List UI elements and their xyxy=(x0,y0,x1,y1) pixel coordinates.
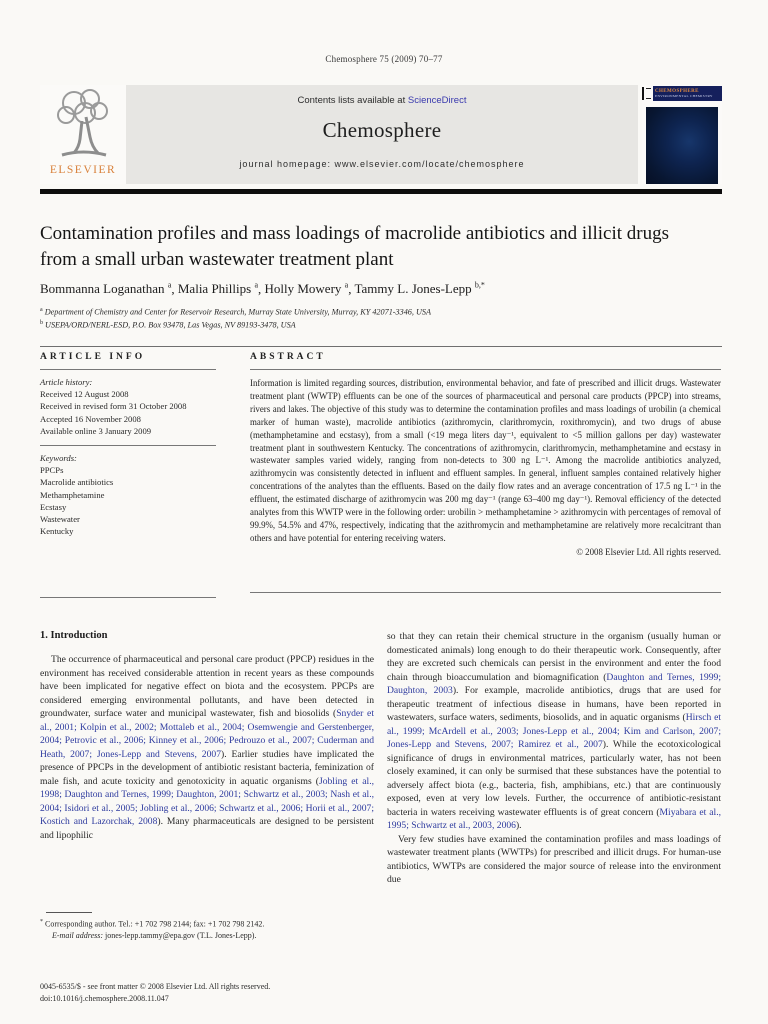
cover-brand: CHEMOSPHERE xyxy=(655,89,699,94)
footnote-marker: * xyxy=(40,919,43,925)
body-column-right xyxy=(387,630,721,887)
author: Holly Mowery $^a$ xyxy=(264,281,349,297)
keyword: Ecstasy xyxy=(40,501,67,512)
citation-link[interactable]: Jobling et al., 1998; Daughton and Ternes, 1999; Daughton, 2001; Schwartz et al., 2003; Nash et al., 2004; Isidori et al., 2005; Jobling et al., 2006; Schwartz et al., 2006; Horii et al., 2007; Kostich and Lazorchak, 2008 xyxy=(40,775,375,827)
text-segment: so that they can retain their chemical structure in the organism (usually human or domesticated animals) long enough to do their therapeutic work. Consequently, after they are excreted such chemicals can persist in the environment and enter the food chain through bioaccumulation and biomagnification ( xyxy=(387,631,721,683)
keywords-block xyxy=(40,446,216,545)
history-line: Accepted 16 November 2008 xyxy=(40,413,141,424)
body-column-left xyxy=(40,653,374,842)
intro-paragraph-1 xyxy=(40,653,374,842)
citation-link[interactable]: Hirsch et al., 1999; McArdell et al., 2003; Jones-Lepp et al., 2004; Kim and Carlson, 2007; Jones-Lepp and Stevens, 2007; Ramirez et al., 2007 xyxy=(387,712,721,750)
email-address: jones-lepp.tammy@epa.gov (T.L. Jones-Lepp). xyxy=(103,931,257,941)
cover-brand-block xyxy=(653,86,722,101)
footnote-line-1 xyxy=(40,917,374,930)
author-line: Bommanna Loganathan $^a$, Malia Phillips $^a$, Holly Mowery $^a$, Tammy L. Jones-Lepp $^{b,*}$ xyxy=(40,281,485,297)
intro-paragraph-1-continued xyxy=(387,630,721,833)
issn-line: 0045-6535/$ - see front matter © 2008 Elsevier Ltd. All rights reserved. xyxy=(40,982,271,991)
affiliation: $^b$ USEPA/ORD/NERL-ESD, P.O. Box 93478, Las Vegas, NV 89193-3478, USA xyxy=(40,319,296,330)
journal-header xyxy=(40,85,722,184)
article-info-heading: ARTICLE INFO xyxy=(40,352,216,370)
author: Malia Phillips $^a$ xyxy=(177,281,258,297)
article-info-column xyxy=(40,352,216,545)
journal-title: Chemosphere xyxy=(322,118,442,142)
journal-homepage-link[interactable]: journal homepage: www.elsevier.com/locate/chemosphere xyxy=(239,159,525,169)
banner-lines-icon xyxy=(646,88,651,99)
cover-brand-sub: ENVIRONMENTAL CHEMISTRY xyxy=(655,94,713,98)
header-divider-bar xyxy=(40,189,722,194)
article-history-label: Article history: xyxy=(40,377,93,387)
intro-paragraph-2 xyxy=(387,833,721,887)
abstract-heading: ABSTRACT xyxy=(250,352,721,370)
keyword: Wastewater xyxy=(40,514,80,525)
article-title: Contamination profiles and mass loadings of macrolide antibiotics and illicit drugs from a small urban wastewater treatment plant xyxy=(40,223,669,270)
citation-link[interactable]: Daughton and Ternes, 1999; Daughton, 2003 xyxy=(387,671,721,696)
history-line: Received 12 August 2008 xyxy=(40,389,129,400)
text-segment: The occurrence of pharmaceutical and personal care product (PPCP) residues in the environment has received considerable attention in recent years as these compounds have been implicated for negative effect on biota and the ecosystem. PPCPs are considered emerging environmental pollutants, and have been detected in groundwater, surface water and municipal wastewater, fish and biosolids ( xyxy=(40,654,374,719)
text-segment: Very few studies have examined the contamination profiles and mass loadings of wastewater treatment plants (WWTPs) for prescribed and illicit drugs. For human-use antibiotics, WWTPs are considered the major source of release into the environment due xyxy=(387,833,721,885)
info-section-top-rule xyxy=(40,346,722,347)
citation-link[interactable]: Snyder et al., 2001; Kolpin et al., 2002; Mottaleb et al., 2004; Osemwengie and Gerstenberger, 2004; Petrovic et al., 2006; Kinney et al., 2006; Pedrouzo et al., 2007; Cuderman and Heath, 2007; Jones-Lepp and Stevens, 2007 xyxy=(40,708,374,760)
page-footer xyxy=(40,981,440,1004)
journal-cover-thumbnail xyxy=(646,107,718,184)
history-line: Available online 3 January 2009 xyxy=(40,425,152,436)
journal-cover-column xyxy=(642,85,722,184)
text-segment: ). For example, macrolide antibiotics, drugs that are used for therapeutic treatment of infectious disease in humans, have been reported in wastewaters, surface waters, sediments, biosolids, and in aquatic organisms ( xyxy=(387,685,721,723)
elsevier-tree-icon xyxy=(52,87,114,161)
keyword: Kentucky xyxy=(40,526,74,537)
email-label: E-mail address: xyxy=(52,931,104,941)
text-segment: ). While the ecotoxicological significance of drugs in environmental matrices, particularly water, has not been closely examined, it can only be surmised that these substances have the potential to adversely affect biota (e.g., bacteria, fish, amphibians, etc.) that are continuously exposed, even at very low levels. Further, the occurrence of antibiotic-resistant bacteria in waters receiving wastewater effluents is of great concern ( xyxy=(387,739,721,818)
elsevier-logo xyxy=(40,85,126,184)
keyword: PPCPs xyxy=(40,465,64,476)
article-history-lines xyxy=(40,388,216,437)
keywords-label: Keywords: xyxy=(40,453,77,464)
abstract-text: Information is limited regarding sources, distribution, environmental behavior, and fate of prescribed and illicit drugs. Wastewater treatment plant (WWTP) effluents can be one of the sources of pharmaceutical and personal care products (PPCP) into streams, rivers and lakes. The objective of this study was to determine the contamination profiles and mass loadings of urobilin (a chemical marker of human waste), macrolide antibiotics (azithromycin, clarithromycin, roxithromycin), and two drugs of abuse (methamphetamine and ecstasy), from a small (<19 mega liters day⁻¹, equivalent to <5 million gallons per day) wastewater treatment plant in southwestern Kentucky. The concentrations of azithromycin, clarithromycin, methamphetamine and ecstasy in wastewater samples varied widely, ranging from non-detects to 300 ng L⁻¹. Among the macrolide antibiotics analyzed, azithromycin was consistently detected in influent and effluent samples. In general, influent samples contained relatively higher concentrations of the analytes than the effluents. Based on the daily flow rates and an average concentration of 17.5 ng L⁻¹ in the effluent, the estimated discharge of azithromycin was 200 mg day⁻¹ (range 63–400 mg day⁻¹). Removal efficiency of the detected analytes from this WWTP were in the following order: urobilin > methamphetamine > azithromycin with percentages of removal of 99.9%, 54.5% and 47%, respectively, indicating that the azithromycin and methamphetamine are relatively more recalcitrant than others and have potential for entering receiving waters. xyxy=(250,378,721,543)
journal-banner xyxy=(126,85,638,184)
text-segment: ). Many pharmaceuticals are designed to be persistent and lipophilic xyxy=(40,816,374,841)
footnote-rule xyxy=(46,912,92,913)
citation-link[interactable]: Miyabara et al., 1995; Schwartz et al., 2003, 2006 xyxy=(387,806,721,831)
history-line: Received in revised form 31 October 2008 xyxy=(40,401,187,412)
contents-line-text: Contents lists available at xyxy=(297,95,408,106)
copyright-line: © 2008 Elsevier Ltd. All rights reserved. xyxy=(576,546,721,557)
footnote-contact: Corresponding author. Tel.: +1 702 798 2144; fax: +1 702 798 2142. xyxy=(43,919,265,929)
keyword: Macrolide antibiotics xyxy=(40,477,114,488)
affiliation: $^a$ Department of Chemistry and Center for Reservoir Research, Murray State University, Murray, KY 42071-3346, USA xyxy=(40,307,432,317)
doi-line: doi:10.1016/j.chemosphere.2008.11.047 xyxy=(40,993,169,1003)
cover-banner xyxy=(642,85,722,102)
text-segment: ). Earlier studies have implicated the presence of PPCPs in the development of antibiotic resistant bacteria, feminization of male fish, and acute toxicity and genotoxicity in aquatic organisms ( xyxy=(40,748,374,787)
info-column-bottom-rule xyxy=(40,597,216,598)
elsevier-wordmark: ELSEVIER xyxy=(49,164,117,176)
abstract-column xyxy=(250,352,721,557)
contents-line xyxy=(126,95,638,106)
abstract-bottom-rule xyxy=(250,592,721,593)
keyword: Methamphetamine xyxy=(40,489,105,500)
author: Bommanna Loganathan $^a$ xyxy=(40,281,172,297)
article-history-block xyxy=(40,370,216,446)
footnote-line-2 xyxy=(40,930,374,942)
text-segment: ). xyxy=(515,820,522,831)
journal-reference: Chemosphere 75 (2009) 70–77 xyxy=(325,54,443,64)
banner-bar-icon xyxy=(642,87,644,100)
sciencedirect-link[interactable]: ScienceDirect xyxy=(407,95,467,106)
author: Tammy L. Jones-Lepp $^{b,*}$ xyxy=(354,281,485,297)
keyword-lines xyxy=(40,464,216,537)
affiliations xyxy=(40,305,700,330)
section-heading-introduction: 1. Introduction xyxy=(40,630,108,641)
corresponding-author-footnote xyxy=(40,917,374,942)
